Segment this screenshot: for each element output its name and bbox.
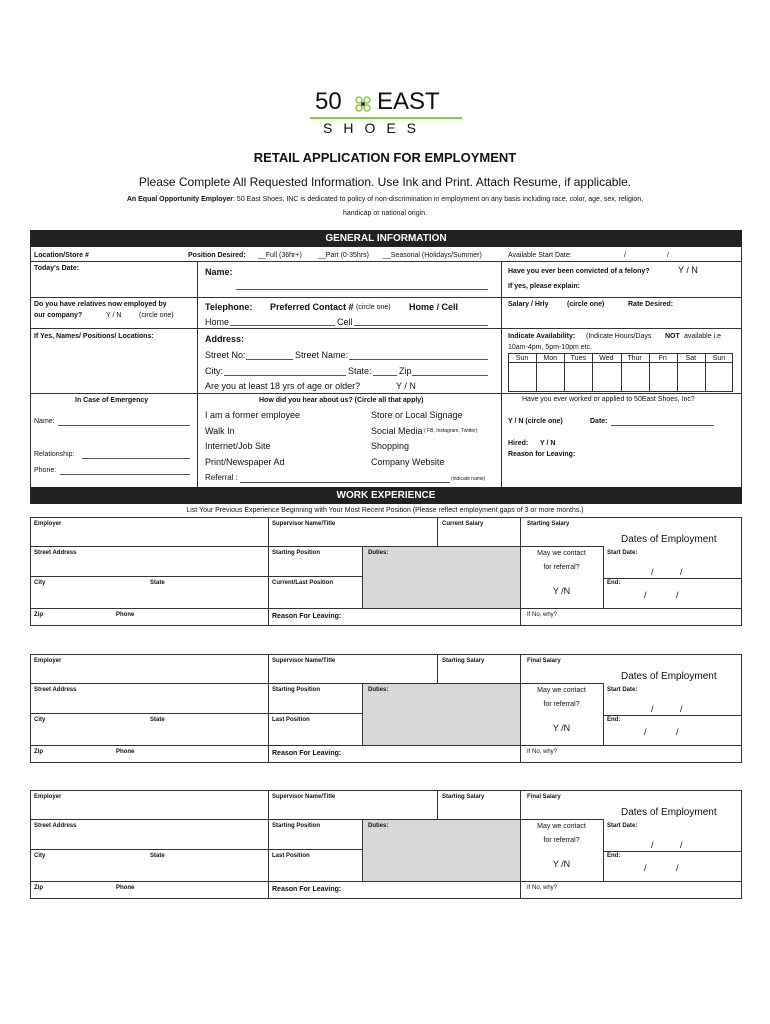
availability-day: Tues [570, 355, 586, 362]
emergency-relationship-label: Relationship: [34, 451, 75, 458]
gen-col-divider [501, 261, 502, 487]
hear-option-signage[interactable]: Store or Local Signage [371, 410, 463, 420]
start-date-label: Start Date: [607, 823, 638, 829]
duties-label: Duties: [368, 687, 389, 693]
emergency-label: In Case of Emergency [75, 397, 149, 404]
referral-label: Referral : [205, 473, 238, 482]
position-label: Position Desired: [188, 252, 246, 259]
gen-line [30, 297, 742, 298]
position-seasonal[interactable]: __Seasonal (Holidays/Summer) [383, 252, 482, 259]
hear-option-walkin[interactable]: Walk In [205, 426, 235, 436]
start-slash: / [651, 704, 654, 714]
end-date-label: End: [607, 580, 621, 586]
end-slash: / [644, 727, 647, 737]
emergency-relationship-field[interactable] [82, 458, 190, 459]
start-slash: / [680, 840, 683, 850]
gen-line [30, 393, 742, 394]
home-phone-field[interactable] [230, 325, 335, 326]
availability-day: Fri [658, 355, 667, 362]
city-field[interactable] [224, 375, 346, 376]
employer-label: Employer [34, 521, 62, 527]
for-referral: for referral? [543, 837, 580, 844]
worked-reason-label: Reason for Leaving: [508, 451, 576, 458]
salary-label-b: Final Salary [527, 658, 561, 664]
may-contact: May we contact [537, 550, 586, 557]
cell-phone-label: Cell [337, 317, 353, 327]
salary-label-b: Starting Salary [527, 521, 570, 527]
work-line [603, 578, 742, 579]
hired-yn[interactable]: Y / N [540, 440, 556, 447]
state-label: State [150, 580, 165, 586]
start-date-label: Start Date: [607, 550, 638, 556]
duties-label: Duties: [368, 550, 389, 556]
phone-label: Phone [116, 612, 135, 618]
salary-label-a: Current Salary [442, 521, 484, 527]
emergency-name-label: Name: [34, 418, 55, 425]
work-line [30, 849, 362, 850]
last-position-label: Last Position [272, 853, 310, 859]
logo-brand: EAST [377, 88, 440, 115]
zip-label: Zip [34, 749, 43, 755]
reason-leaving-label: Reason For Leaving: [272, 750, 342, 757]
last-position-label: Last Position [272, 717, 310, 723]
street-address-label: Street Address [34, 550, 77, 556]
zip-label: Zip [399, 366, 412, 376]
work-col [268, 517, 269, 626]
state-label: State: [348, 366, 372, 376]
street-no-label: Street No: [205, 350, 246, 360]
availability-example: 10am-4pm, 5pm-10pm etc. [508, 344, 593, 351]
street-address-label: Street Address [34, 823, 77, 829]
work-col [603, 819, 604, 881]
gen-left-border [30, 247, 31, 487]
starting-position-label: Starting Position [272, 687, 320, 693]
worked-date-label: Date: [590, 418, 608, 425]
availability-day-divider [677, 353, 678, 392]
start-slash: / [680, 567, 683, 577]
work-line [30, 881, 742, 882]
work-line [30, 546, 603, 547]
start-date-label: Available Start Date: [508, 252, 572, 259]
name-label: Name: [205, 267, 233, 277]
rate-desired-label: Rate Desired: [628, 301, 674, 308]
for-referral: for referral? [543, 701, 580, 708]
felony-yn[interactable]: Y / N [678, 265, 698, 275]
availability-note-b: available i.e [684, 333, 721, 340]
availability-day: Wed [599, 355, 614, 362]
reason-leaving-label: Reason For Leaving: [272, 886, 342, 893]
home-phone-label: Home [205, 317, 230, 327]
zip-label: Zip [34, 612, 43, 618]
work-line [30, 608, 742, 609]
worked-question: Have you ever worked or applied to 50East Shoes, Inc? [522, 396, 695, 403]
dates-of-employment: Dates of Employment [621, 807, 717, 818]
hear-option-former[interactable]: I am a former employee [205, 410, 301, 420]
duties-label: Duties: [368, 823, 389, 829]
eeo-line1: : 50 East Shoes, INC is dedicated to policy of non-discrimination in employment on any basis including race, color, age, sex, religion, [233, 196, 644, 203]
zip-label: Zip [34, 885, 43, 891]
if-no-why: If No, why? [527, 612, 558, 618]
availability-day-divider [564, 353, 565, 392]
general-info-header: GENERAL INFORMATION [30, 230, 742, 247]
street-address-label: Street Address [34, 687, 77, 693]
work-col [268, 654, 269, 763]
work-col [603, 683, 604, 745]
if-no-why: If No, why? [527, 749, 558, 755]
work-col [520, 790, 521, 899]
availability-day: Sat [685, 355, 697, 362]
zip-field[interactable] [412, 375, 488, 376]
page-title: RETAIL APPLICATION FOR EMPLOYMENT [253, 150, 517, 165]
starting-position-label: Starting Position [272, 823, 320, 829]
relatives-circle: (circle one) [139, 312, 174, 319]
relatives-names-label: If Yes, Names/ Positions/ Locations: [34, 333, 154, 340]
logo-number: 50 [315, 88, 342, 115]
preferred-contact-label: Preferred Contact # [270, 302, 354, 312]
for-referral: for referral? [543, 564, 580, 571]
gen-line [30, 261, 742, 262]
city-label: City [34, 717, 46, 723]
availability-day-divider [592, 353, 593, 392]
gen-line [30, 328, 742, 329]
salary-circle: (circle one) [567, 301, 605, 308]
address-label: Address: [205, 334, 245, 344]
end-date-label: End: [607, 717, 621, 723]
if-no-why: If No, why? [527, 885, 558, 891]
hear-option-print[interactable]: Print/Newspaper Ad [205, 457, 285, 467]
worked-yn[interactable]: Y / N (circle one) [508, 418, 563, 425]
hear-option-website[interactable]: Company Website [371, 457, 445, 467]
may-contact: May we contact [537, 687, 586, 694]
work-line [603, 715, 742, 716]
worked-date-field[interactable] [611, 425, 714, 426]
salary-hrly[interactable]: Salary / Hrly [508, 301, 549, 308]
starting-position-label: Starting Position [272, 550, 320, 556]
work-col [520, 517, 521, 626]
city-label: City [34, 580, 46, 586]
gen-col-divider [197, 261, 198, 487]
contact-yn[interactable]: Y /N [552, 723, 571, 733]
eeo-statement [0, 196, 770, 203]
salary-label-a: Starting Salary [442, 794, 485, 800]
availability-day-divider [536, 353, 537, 392]
work-line [30, 819, 603, 820]
start-slash: / [651, 840, 654, 850]
street-no-field[interactable] [246, 359, 293, 360]
start-slash: / [651, 567, 654, 577]
availability-not: NOT [665, 333, 680, 340]
work-line [30, 745, 742, 746]
state-field[interactable] [373, 375, 397, 376]
position-part[interactable]: __Part (0-35hrs) [318, 252, 369, 259]
availability-day-divider [621, 353, 622, 392]
emergency-name-field[interactable] [58, 425, 190, 426]
cell-phone-field[interactable] [354, 325, 488, 326]
city-label: City: [205, 366, 223, 376]
availability-day-divider [705, 353, 706, 392]
employer-label: Employer [34, 794, 62, 800]
supervisor-label: Supervisor Name/Title [272, 658, 336, 664]
last-position-label: Current/Last Position [272, 580, 334, 586]
hear-option-shopping[interactable]: Shopping [371, 441, 410, 451]
work-instructions: List Your Previous Experience Beginning with Your Most Recent Position (Please reflect employment gaps of 3 or more months.) [186, 507, 584, 514]
salary-label-b: Final Salary [527, 794, 561, 800]
work-col [268, 790, 269, 899]
supervisor-label: Supervisor Name/Title [272, 521, 336, 527]
position-full[interactable]: __Full (36hr+) [258, 252, 302, 259]
work-col [520, 654, 521, 763]
referral-note: (indicate name) [451, 476, 486, 482]
street-name-label: Street Name: [295, 350, 349, 360]
relatives-question-2: our company? [34, 312, 83, 319]
contact-yn[interactable]: Y /N [552, 586, 571, 596]
preferred-contact-circle: (circle one) [356, 304, 391, 311]
availability-day-divider [649, 353, 650, 392]
start-date-slash: / [667, 252, 669, 259]
availability-day: Thur [627, 355, 642, 362]
end-slash: / [644, 863, 647, 873]
salary-label-a: Starting Salary [442, 658, 485, 664]
availability-day: Sun [712, 355, 726, 362]
start-slash: / [680, 704, 683, 714]
work-line [30, 713, 362, 714]
page-subtitle: Please Complete All Requested Information. Use Ink and Print. Attach Resume, if applicable. [138, 175, 632, 189]
availability-day: Mon [543, 355, 557, 362]
relatives-question: Do you have relatives now employed by [34, 301, 167, 308]
end-date-label: End: [607, 853, 621, 859]
availability-day: Sun [515, 355, 529, 362]
work-col [437, 790, 438, 819]
work-line [603, 851, 742, 852]
felony-question: Have you ever been convicted of a felony? [508, 268, 650, 275]
home-cell-choice[interactable]: Home / Cell [409, 302, 459, 312]
company-logo [305, 88, 465, 136]
name-field[interactable] [236, 289, 488, 290]
state-label: State [150, 717, 165, 723]
todays-date-label: Today's Date: [34, 265, 80, 272]
end-slash: / [676, 727, 679, 737]
phone-label: Phone [116, 749, 135, 755]
start-date-label: Start Date: [607, 687, 638, 693]
start-date-slash: / [624, 252, 626, 259]
hear-question: How did you hear about us? (Circle all that apply) [259, 397, 424, 404]
hired-label: Hired: [508, 440, 529, 447]
end-slash: / [644, 590, 647, 600]
eeo-line2: handicap or national origin. [342, 210, 428, 217]
age-yn[interactable]: Y / N [396, 381, 416, 391]
work-col [437, 654, 438, 683]
work-line [30, 683, 603, 684]
work-experience-header: WORK EXPERIENCE [30, 487, 742, 504]
logo-emblem-icon [353, 94, 373, 114]
work-col [603, 546, 604, 608]
dates-of-employment: Dates of Employment [621, 534, 717, 545]
work-line [30, 576, 362, 577]
supervisor-label: Supervisor Name/Title [272, 794, 336, 800]
telephone-label: Telephone: [205, 302, 253, 312]
work-col [362, 683, 363, 745]
employer-label: Employer [34, 658, 62, 664]
work-col [362, 819, 363, 881]
contact-yn[interactable]: Y /N [552, 859, 571, 869]
logo-shoes: SHOES [323, 120, 428, 136]
may-contact: May we contact [537, 823, 586, 830]
emergency-phone-label: Phone: [34, 467, 57, 474]
end-slash: / [676, 590, 679, 600]
felony-explain: If yes, please explain: [508, 283, 580, 290]
reason-leaving-label: Reason For Leaving: [272, 613, 342, 620]
hear-option-internet[interactable]: Internet/Job Site [205, 441, 271, 451]
hear-option-social[interactable]: Social Media [371, 426, 423, 436]
street-name-field[interactable] [349, 359, 488, 360]
availability-label: Indicate Availability: [508, 333, 576, 340]
gen-right-border [741, 247, 742, 487]
state-label: State [150, 853, 165, 859]
social-note: ( FB, Instagram, Twitter) [424, 428, 478, 434]
phone-label: Phone [116, 885, 135, 891]
referral-field[interactable] [240, 482, 450, 483]
location-label: Location/Store # [34, 252, 89, 259]
work-col [362, 546, 363, 608]
emergency-phone-field[interactable] [60, 474, 190, 475]
dates-of-employment: Dates of Employment [621, 671, 717, 682]
relatives-yn[interactable]: Y / N [106, 312, 122, 319]
eeo-label: An Equal Opportunity Employer [126, 196, 234, 203]
logo-underline [310, 117, 462, 119]
availability-note: (Indicate Hours/Days [586, 333, 652, 340]
work-col [437, 517, 438, 546]
age-question: Are you at least 18 yrs of age or older? [205, 381, 361, 391]
end-slash: / [676, 863, 679, 873]
city-label: City [34, 853, 46, 859]
